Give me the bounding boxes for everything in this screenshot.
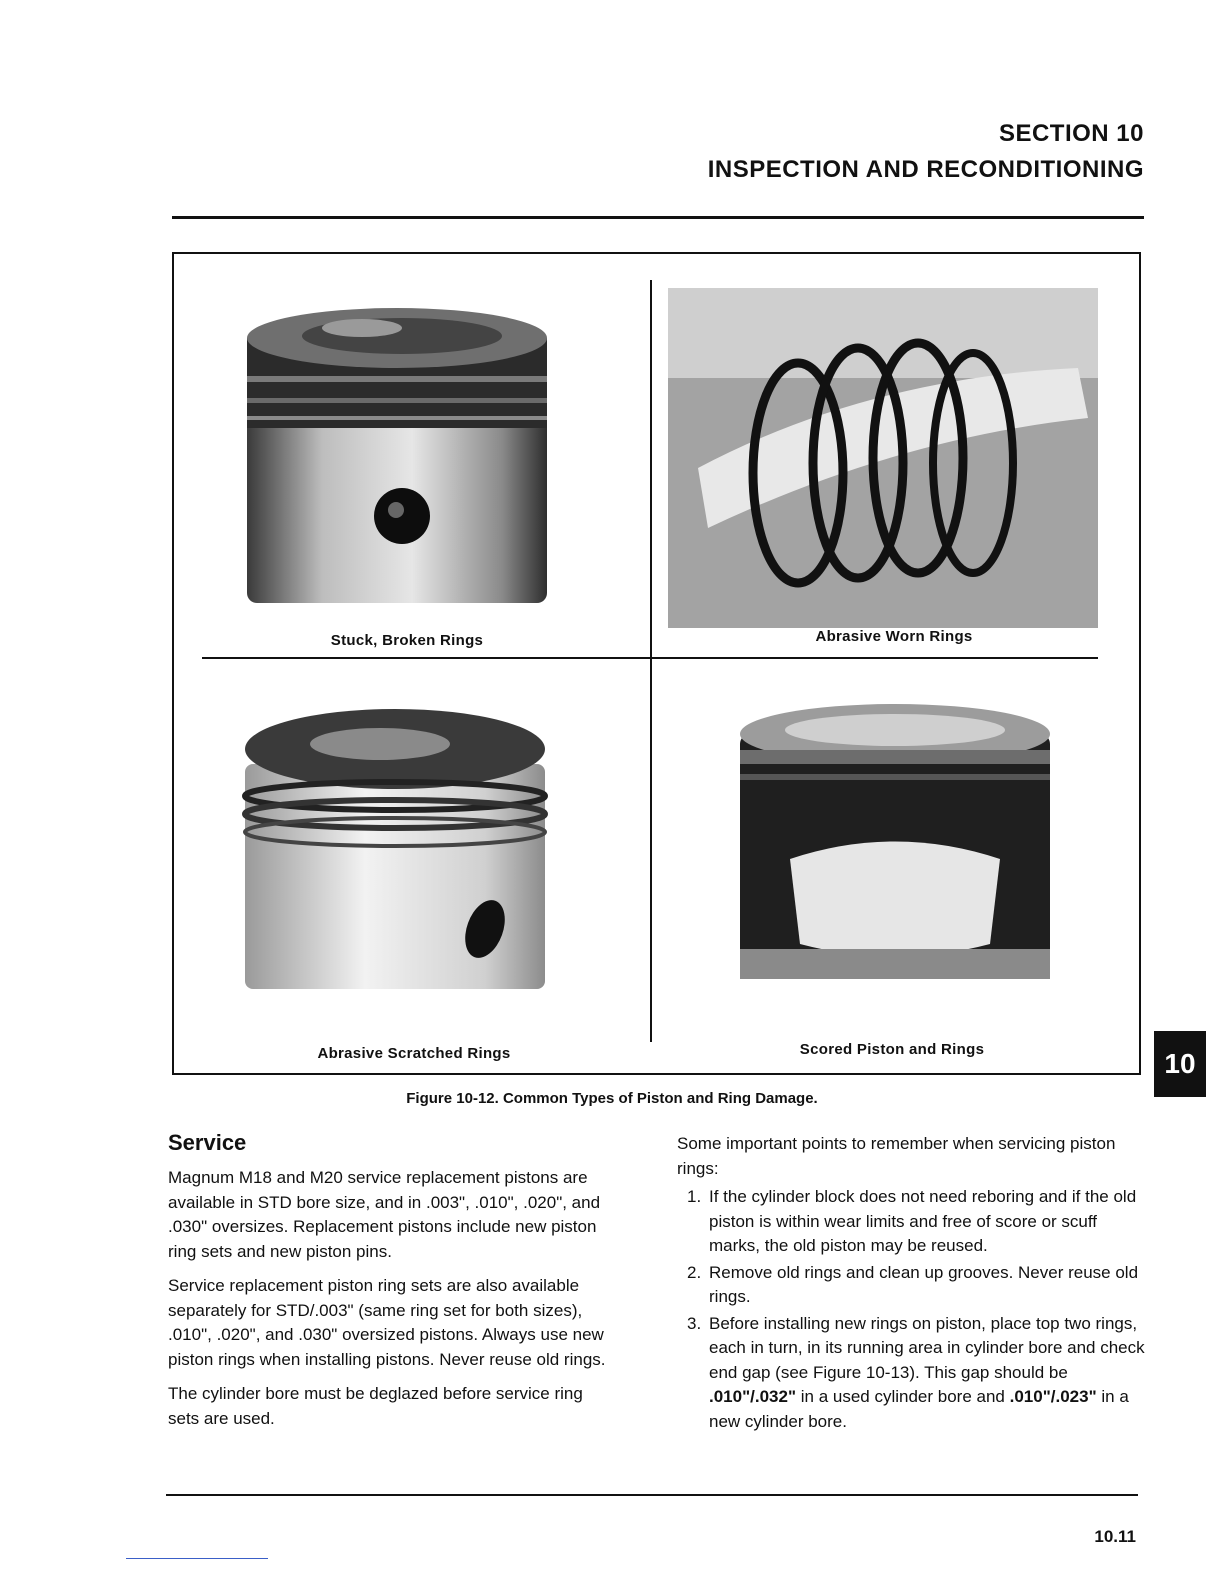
figure-caption: Figure 10-12. Common Types of Piston and Ring Damage. bbox=[406, 1090, 818, 1107]
photo-abrasive-worn-rings bbox=[668, 288, 1098, 628]
list-number: 2. bbox=[687, 1262, 702, 1282]
caption-abrasive-worn-rings: Abrasive Worn Rings bbox=[815, 628, 973, 645]
list-text: If the cylinder block does not need reboring and if the old piston is within wear limits and free of score or scuff marks, the old piston may be reused. bbox=[709, 1187, 1137, 1255]
ring-points-list bbox=[677, 1185, 1147, 1434]
caption-stuck-broken-rings: Stuck, Broken Rings bbox=[330, 632, 484, 649]
list-item bbox=[677, 1312, 1147, 1435]
photo-scored-piston-and-rings bbox=[730, 694, 1060, 984]
list-item bbox=[677, 1261, 1147, 1310]
service-paragraph: The cylinder bore must be deglazed before service ring sets are used. bbox=[168, 1384, 583, 1428]
photo-stuck-broken-rings bbox=[242, 298, 552, 608]
ring-points-column bbox=[677, 1132, 1147, 1436]
section-title: INSPECTION AND RECONDITIONING bbox=[707, 156, 1144, 183]
service-heading: Service bbox=[168, 1130, 247, 1155]
section-tab-marker: 10 bbox=[1154, 1031, 1206, 1097]
service-paragraph: Magnum M18 and M20 service replacement pistons are available in STD bore size, and in .003", .010", .020", and .030" oversizes. Replacement pistons include new piston ring sets and new piston pins. bbox=[168, 1168, 601, 1261]
service-column bbox=[168, 1130, 618, 1441]
service-paragraph: Service replacement piston ring sets are also available separately for STD/.003" (same ring set for both sizes), .010", .020", and .030" oversized pistons. Always use new piston rings when installing pistons. Never reuse old rings. bbox=[168, 1276, 606, 1369]
photo-abrasive-scratched-rings bbox=[240, 704, 560, 1004]
list-text: Before installing new rings on piston, place top two rings, each in turn, in its running area in cylinder bore and check end gap (see Figure 10-13). This gap should be bbox=[709, 1313, 1145, 1382]
new-bore-gap-value: .010"/.023" bbox=[1009, 1387, 1097, 1406]
used-bore-gap-value: .010"/.032" bbox=[709, 1387, 797, 1406]
footer-rule bbox=[166, 1494, 1138, 1496]
list-text: Remove old rings and clean up grooves. Never reuse old rings. bbox=[709, 1262, 1139, 1306]
ring-points-intro: Some important points to remember when servicing piston rings: bbox=[677, 1134, 1116, 1178]
page-number: 10.11 bbox=[1094, 1527, 1136, 1546]
figure-vertical-divider bbox=[650, 280, 652, 1042]
list-number: 3. bbox=[687, 1313, 702, 1333]
caption-scored-piston-and-rings: Scored Piston and Rings bbox=[799, 1041, 985, 1058]
footer-link-underline bbox=[126, 1558, 268, 1559]
list-text: in a new cylinder bore. bbox=[709, 1387, 1129, 1431]
figure-frame bbox=[172, 252, 1141, 1075]
list-number: 1. bbox=[687, 1187, 702, 1206]
figure-horizontal-divider bbox=[202, 657, 1098, 659]
list-item bbox=[677, 1185, 1147, 1259]
section-number: SECTION 10 bbox=[998, 120, 1144, 147]
list-text: in a used cylinder bore and bbox=[796, 1387, 1010, 1406]
caption-abrasive-scratched-rings: Abrasive Scratched Rings bbox=[317, 1045, 511, 1062]
header-rule bbox=[172, 216, 1144, 219]
